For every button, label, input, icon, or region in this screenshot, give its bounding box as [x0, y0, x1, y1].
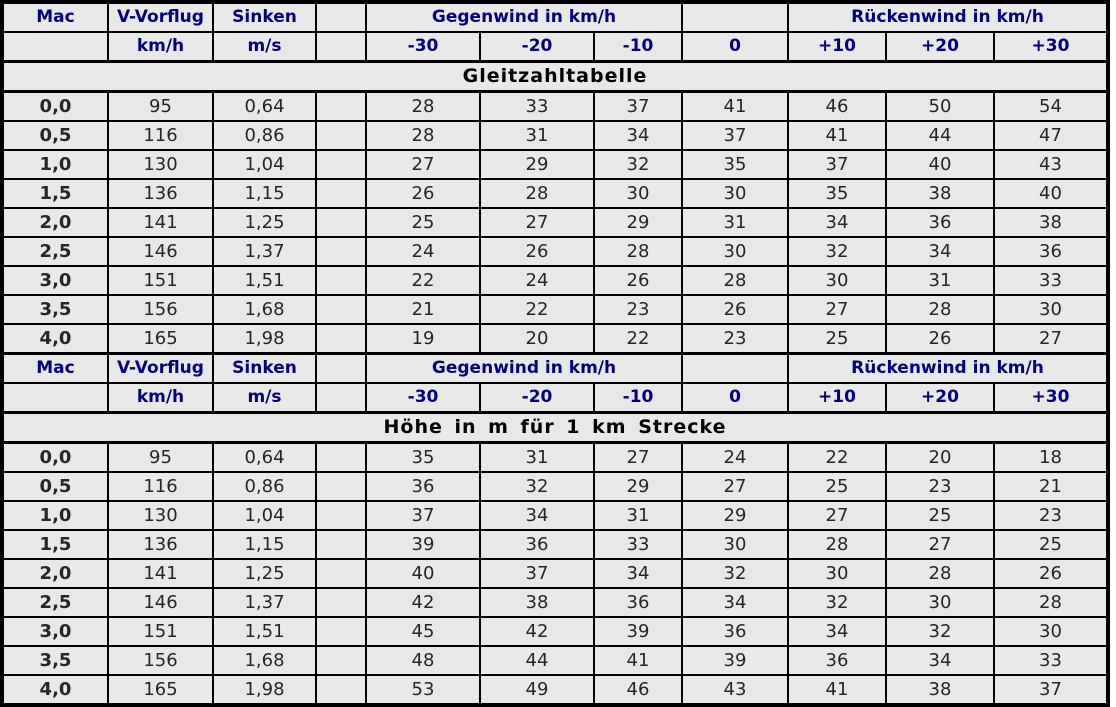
- data-row: [2, 501, 1108, 530]
- value-cell: 30: [682, 530, 788, 559]
- value-cell: 27: [788, 501, 886, 530]
- sinken-cell: 1,37: [213, 237, 316, 266]
- value-cell: 32: [788, 588, 886, 617]
- col-header-v-vorflug: V-Vorflug: [108, 2, 213, 32]
- wind-col-header: 0: [682, 32, 788, 62]
- mac-cell: 2,0: [2, 559, 108, 588]
- mac-cell: 0,0: [2, 92, 108, 122]
- col-header-mac: Mac: [2, 354, 108, 384]
- v-vorflug-cell: 146: [108, 588, 213, 617]
- data-row: [2, 617, 1108, 646]
- sinken-cell: 1,98: [213, 324, 316, 354]
- v-vorflug-cell: 146: [108, 237, 213, 266]
- wind-col-header: -30: [366, 32, 480, 62]
- v-vorflug-cell: 95: [108, 443, 213, 473]
- mac-cell: 2,0: [2, 208, 108, 237]
- value-cell: 37: [594, 92, 682, 122]
- v-vorflug-cell: 165: [108, 324, 213, 354]
- value-cell: 27: [480, 208, 594, 237]
- mac-cell: 3,5: [2, 295, 108, 324]
- value-cell: 26: [480, 237, 594, 266]
- spacer-cell: [316, 646, 366, 675]
- wind-col-header: +20: [886, 383, 994, 413]
- value-cell: 26: [886, 324, 994, 354]
- v-vorflug-cell: 130: [108, 150, 213, 179]
- mac-cell: 0,0: [2, 443, 108, 473]
- v-vorflug-unit: km/h: [108, 32, 213, 62]
- value-cell: 27: [886, 530, 994, 559]
- value-cell: 37: [788, 150, 886, 179]
- mac-cell: 2,5: [2, 237, 108, 266]
- mac-cell: 1,0: [2, 501, 108, 530]
- v-vorflug-cell: 141: [108, 559, 213, 588]
- v-vorflug-cell: 151: [108, 617, 213, 646]
- value-cell: 36: [886, 208, 994, 237]
- value-cell: 28: [994, 588, 1108, 617]
- value-cell: 28: [366, 121, 480, 150]
- section-title-row: [2, 413, 1108, 443]
- value-cell: 21: [366, 295, 480, 324]
- value-cell: 28: [480, 179, 594, 208]
- data-row: [2, 588, 1108, 617]
- value-cell: 38: [994, 208, 1108, 237]
- value-cell: 35: [788, 179, 886, 208]
- value-cell: 29: [594, 472, 682, 501]
- value-cell: 41: [788, 121, 886, 150]
- value-cell: 34: [886, 237, 994, 266]
- value-cell: 33: [994, 266, 1108, 295]
- mac-cell: 3,0: [2, 266, 108, 295]
- value-cell: 30: [682, 179, 788, 208]
- value-cell: 32: [788, 237, 886, 266]
- tailwind-group-header: Rückenwind in km/h: [788, 354, 1108, 384]
- value-cell: 31: [480, 121, 594, 150]
- col-header-mac: Mac: [2, 2, 108, 32]
- sinken-cell: 1,15: [213, 530, 316, 559]
- value-cell: 44: [886, 121, 994, 150]
- value-cell: 38: [480, 588, 594, 617]
- value-cell: 22: [788, 443, 886, 473]
- sinken-unit: m/s: [213, 32, 316, 62]
- v-vorflug-cell: 130: [108, 501, 213, 530]
- sinken-cell: 1,51: [213, 266, 316, 295]
- value-cell: 23: [594, 295, 682, 324]
- sinken-cell: 1,25: [213, 559, 316, 588]
- value-cell: 47: [994, 121, 1108, 150]
- value-cell: 42: [480, 617, 594, 646]
- spacer-cell: [316, 324, 366, 354]
- spacer-cell: [316, 266, 366, 295]
- data-row: [2, 266, 1108, 295]
- value-cell: 29: [594, 208, 682, 237]
- value-cell: 23: [682, 324, 788, 354]
- v-vorflug-cell: 156: [108, 646, 213, 675]
- wind-col-header: +30: [994, 383, 1108, 413]
- spacer-cell: [316, 121, 366, 150]
- sinken-cell: 0,64: [213, 92, 316, 122]
- value-cell: 31: [594, 501, 682, 530]
- data-row: [2, 530, 1108, 559]
- value-cell: 29: [682, 501, 788, 530]
- value-cell: 27: [788, 295, 886, 324]
- data-row: [2, 443, 1108, 473]
- value-cell: 28: [886, 295, 994, 324]
- value-cell: 30: [682, 237, 788, 266]
- value-cell: 27: [366, 150, 480, 179]
- value-cell: 34: [480, 501, 594, 530]
- wind-col-header: -10: [594, 32, 682, 62]
- value-cell: 41: [594, 646, 682, 675]
- data-row: [2, 179, 1108, 208]
- spacer-cell: [316, 354, 366, 384]
- value-cell: 37: [366, 501, 480, 530]
- data-row: [2, 150, 1108, 179]
- col-header-sinken: Sinken: [213, 354, 316, 384]
- value-cell: 27: [594, 443, 682, 473]
- value-cell: 40: [886, 150, 994, 179]
- mac-cell: 0,5: [2, 472, 108, 501]
- value-cell: 28: [594, 237, 682, 266]
- value-cell: 22: [366, 266, 480, 295]
- data-row: [2, 208, 1108, 237]
- data-row: [2, 295, 1108, 324]
- value-cell: 25: [994, 530, 1108, 559]
- data-row: [2, 121, 1108, 150]
- sinken-cell: 1,04: [213, 150, 316, 179]
- value-cell: 49: [480, 675, 594, 705]
- zero-wind-header-spacer: [682, 354, 788, 384]
- v-vorflug-cell: 116: [108, 121, 213, 150]
- value-cell: 32: [480, 472, 594, 501]
- value-cell: 22: [594, 324, 682, 354]
- mac-cell: 2,5: [2, 588, 108, 617]
- value-cell: 20: [480, 324, 594, 354]
- spacer-cell: [316, 150, 366, 179]
- value-cell: 36: [682, 617, 788, 646]
- mac-units-spacer: [2, 383, 108, 413]
- sinken-cell: 1,51: [213, 617, 316, 646]
- v-vorflug-cell: 165: [108, 675, 213, 705]
- value-cell: 30: [788, 559, 886, 588]
- data-row: [2, 92, 1108, 122]
- v-vorflug-cell: 141: [108, 208, 213, 237]
- value-cell: 32: [594, 150, 682, 179]
- value-cell: 28: [788, 530, 886, 559]
- sinken-cell: 1,37: [213, 588, 316, 617]
- value-cell: 26: [366, 179, 480, 208]
- value-cell: 28: [682, 266, 788, 295]
- value-cell: 31: [682, 208, 788, 237]
- tailwind-group-header: Rückenwind in km/h: [788, 2, 1108, 32]
- section-title: Höhe in m für 1 km Strecke: [2, 413, 1108, 443]
- value-cell: 40: [366, 559, 480, 588]
- value-cell: 37: [994, 675, 1108, 705]
- value-cell: 21: [994, 472, 1108, 501]
- value-cell: 39: [594, 617, 682, 646]
- value-cell: 34: [594, 121, 682, 150]
- value-cell: 31: [480, 443, 594, 473]
- header-row: [2, 2, 1108, 32]
- value-cell: 46: [594, 675, 682, 705]
- v-vorflug-cell: 95: [108, 92, 213, 122]
- value-cell: 25: [788, 472, 886, 501]
- value-cell: 33: [594, 530, 682, 559]
- data-row: [2, 559, 1108, 588]
- value-cell: 28: [886, 559, 994, 588]
- v-vorflug-cell: 136: [108, 179, 213, 208]
- value-cell: 24: [682, 443, 788, 473]
- value-cell: 33: [480, 92, 594, 122]
- value-cell: 35: [366, 443, 480, 473]
- value-cell: 24: [366, 237, 480, 266]
- value-cell: 44: [480, 646, 594, 675]
- col-header-v-vorflug: V-Vorflug: [108, 354, 213, 384]
- v-vorflug-cell: 136: [108, 530, 213, 559]
- mac-units-spacer: [2, 32, 108, 62]
- spacer-cell: [316, 208, 366, 237]
- value-cell: 38: [886, 179, 994, 208]
- spacer-cell: [316, 617, 366, 646]
- value-cell: 53: [366, 675, 480, 705]
- value-cell: 54: [994, 92, 1108, 122]
- wind-col-header: -20: [480, 383, 594, 413]
- section-title: Gleitzahltabelle: [2, 62, 1108, 92]
- value-cell: 22: [480, 295, 594, 324]
- spacer-cell: [316, 530, 366, 559]
- value-cell: 32: [886, 617, 994, 646]
- value-cell: 34: [788, 208, 886, 237]
- v-vorflug-unit: km/h: [108, 383, 213, 413]
- value-cell: 27: [682, 472, 788, 501]
- value-cell: 26: [994, 559, 1108, 588]
- value-cell: 28: [366, 92, 480, 122]
- spacer-cell: [316, 179, 366, 208]
- data-row: [2, 237, 1108, 266]
- value-cell: 32: [682, 559, 788, 588]
- mac-cell: 1,5: [2, 179, 108, 208]
- v-vorflug-cell: 151: [108, 266, 213, 295]
- value-cell: 23: [886, 472, 994, 501]
- wind-col-header: -20: [480, 32, 594, 62]
- mac-cell: 3,5: [2, 646, 108, 675]
- value-cell: 34: [682, 588, 788, 617]
- value-cell: 30: [886, 588, 994, 617]
- spacer-cell: [316, 383, 366, 413]
- value-cell: 25: [366, 208, 480, 237]
- v-vorflug-cell: 116: [108, 472, 213, 501]
- mac-cell: 1,5: [2, 530, 108, 559]
- value-cell: 38: [886, 675, 994, 705]
- wind-col-header: -10: [594, 383, 682, 413]
- headwind-group-header: Gegenwind in km/h: [366, 354, 682, 384]
- value-cell: 50: [886, 92, 994, 122]
- wind-col-header: -30: [366, 383, 480, 413]
- spacer-cell: [316, 675, 366, 705]
- value-cell: 40: [994, 179, 1108, 208]
- section-title-row: [2, 62, 1108, 92]
- spacer-cell: [316, 559, 366, 588]
- value-cell: 30: [594, 179, 682, 208]
- value-cell: 25: [788, 324, 886, 354]
- value-cell: 19: [366, 324, 480, 354]
- v-vorflug-cell: 156: [108, 295, 213, 324]
- value-cell: 33: [994, 646, 1108, 675]
- value-cell: 23: [994, 501, 1108, 530]
- value-cell: 37: [480, 559, 594, 588]
- table-body: [2, 2, 1108, 705]
- mac-cell: 4,0: [2, 675, 108, 705]
- data-row: [2, 646, 1108, 675]
- spacer-cell: [316, 472, 366, 501]
- value-cell: 45: [366, 617, 480, 646]
- value-cell: 36: [788, 646, 886, 675]
- value-cell: 34: [788, 617, 886, 646]
- sinken-cell: 1,15: [213, 179, 316, 208]
- value-cell: 37: [682, 121, 788, 150]
- data-row: [2, 472, 1108, 501]
- spacer-cell: [316, 32, 366, 62]
- mac-cell: 4,0: [2, 324, 108, 354]
- sinken-cell: 1,98: [213, 675, 316, 705]
- value-cell: 48: [366, 646, 480, 675]
- header-row: [2, 354, 1108, 384]
- value-cell: 26: [682, 295, 788, 324]
- value-cell: 24: [480, 266, 594, 295]
- value-cell: 27: [994, 324, 1108, 354]
- spacer-cell: [316, 588, 366, 617]
- sinken-cell: 1,25: [213, 208, 316, 237]
- sinken-cell: 0,64: [213, 443, 316, 473]
- wind-col-header: +20: [886, 32, 994, 62]
- value-cell: 46: [788, 92, 886, 122]
- sinken-cell: 0,86: [213, 472, 316, 501]
- value-cell: 25: [886, 501, 994, 530]
- value-cell: 29: [480, 150, 594, 179]
- mac-cell: 0,5: [2, 121, 108, 150]
- data-row: [2, 675, 1108, 705]
- value-cell: 18: [994, 443, 1108, 473]
- value-cell: 36: [994, 237, 1108, 266]
- sinken-cell: 0,86: [213, 121, 316, 150]
- value-cell: 43: [994, 150, 1108, 179]
- value-cell: 26: [594, 266, 682, 295]
- sinken-unit: m/s: [213, 383, 316, 413]
- sinken-cell: 1,68: [213, 295, 316, 324]
- value-cell: 35: [682, 150, 788, 179]
- sinken-cell: 1,68: [213, 646, 316, 675]
- sinken-cell: 1,04: [213, 501, 316, 530]
- value-cell: 39: [366, 530, 480, 559]
- value-cell: 43: [682, 675, 788, 705]
- col-header-sinken: Sinken: [213, 2, 316, 32]
- data-row: [2, 324, 1108, 354]
- value-cell: 41: [682, 92, 788, 122]
- units-row: [2, 32, 1108, 62]
- zero-wind-header-spacer: [682, 2, 788, 32]
- wind-col-header: 0: [682, 383, 788, 413]
- headwind-group-header: Gegenwind in km/h: [366, 2, 682, 32]
- value-cell: 36: [594, 588, 682, 617]
- value-cell: 42: [366, 588, 480, 617]
- spacer-cell: [316, 443, 366, 473]
- value-cell: 41: [788, 675, 886, 705]
- value-cell: 20: [886, 443, 994, 473]
- wind-col-header: +30: [994, 32, 1108, 62]
- value-cell: 31: [886, 266, 994, 295]
- spacer-cell: [316, 295, 366, 324]
- value-cell: 30: [994, 617, 1108, 646]
- wind-col-header: +10: [788, 383, 886, 413]
- value-cell: 34: [594, 559, 682, 588]
- value-cell: 39: [682, 646, 788, 675]
- value-cell: 30: [788, 266, 886, 295]
- mac-cell: 1,0: [2, 150, 108, 179]
- spacer-cell: [316, 237, 366, 266]
- value-cell: 30: [994, 295, 1108, 324]
- mac-cell: 3,0: [2, 617, 108, 646]
- spacer-cell: [316, 92, 366, 122]
- spacer-cell: [316, 501, 366, 530]
- value-cell: 36: [366, 472, 480, 501]
- value-cell: 36: [480, 530, 594, 559]
- value-cell: 34: [886, 646, 994, 675]
- units-row: [2, 383, 1108, 413]
- spacer-cell: [316, 2, 366, 32]
- wind-col-header: +10: [788, 32, 886, 62]
